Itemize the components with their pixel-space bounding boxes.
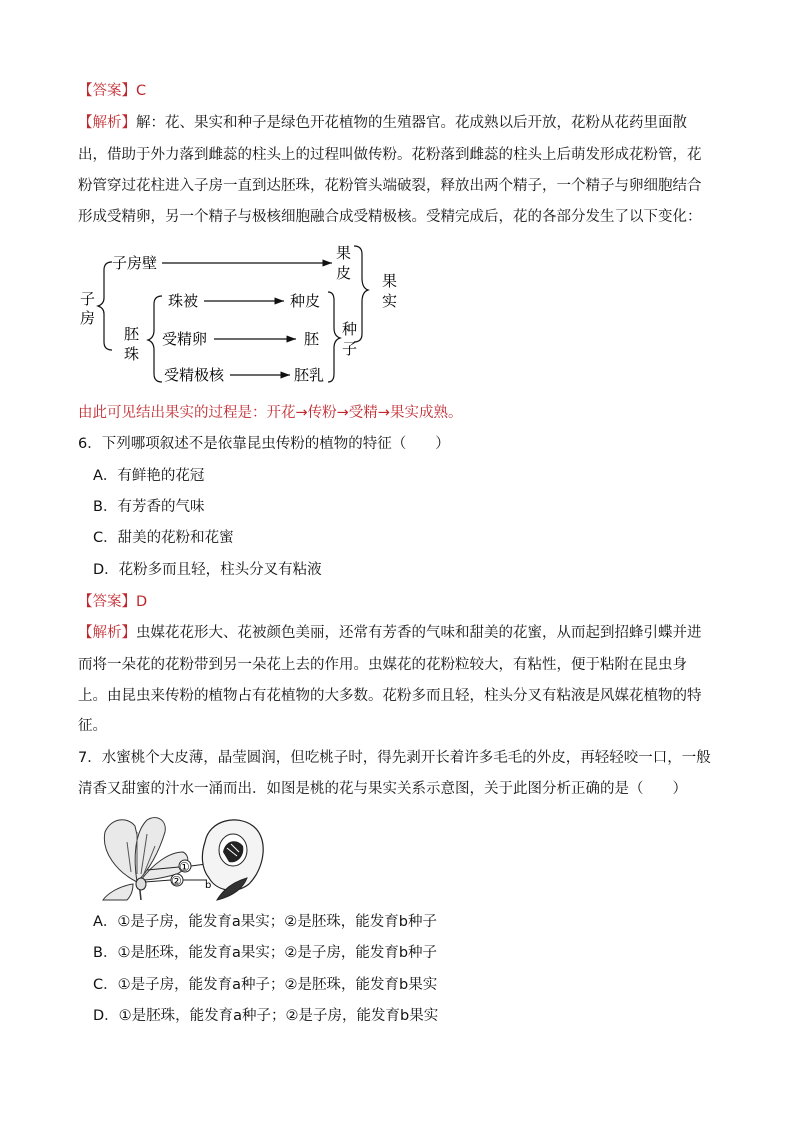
- question-6-option-d: D．花粉多而且轻，柱头分叉有粘液: [93, 562, 322, 578]
- fruit-development-diagram: [70, 238, 430, 390]
- question-7-stem-line-1: 7．水蜜桃个大皮薄，晶莹圆润，但吃桃子时，得先剥开长着许多毛毛的外皮，再轻轻咬一口，一般: [78, 750, 711, 766]
- endosperm-label: 胚乳: [294, 366, 325, 384]
- analysis-line-2: 出，借助于外力落到雌蕊的柱头上的过程叫做传粉。花粉落到雌蕊的柱头上后萌发形成花粉管，花: [78, 147, 702, 163]
- question-7-option-b: B．①是胚珠，能发育a果实；②是子房，能发育b种子: [93, 945, 438, 961]
- ovary-brace: [98, 262, 112, 350]
- analysis-line-4: 形成受精卵，另一个精子与极核细胞融合成受精极核。受精完成后，花的各部分发生了以下变化：: [78, 209, 702, 225]
- answer-label: 【答案】: [78, 594, 136, 610]
- answer-line-6: [78, 592, 147, 612]
- answer-value: C: [136, 83, 147, 99]
- ovary-label-1: 子: [80, 290, 96, 308]
- integument-label: 珠被: [168, 292, 199, 310]
- ovule-label-2: 珠: [124, 345, 140, 363]
- analysis-line-1: [78, 113, 687, 133]
- ovary-label-2: 房: [80, 309, 96, 327]
- analysis-label: 【解析】: [78, 115, 136, 131]
- peach-flower-fruit-figure: [97, 812, 269, 902]
- analysis6-line-1: [78, 623, 702, 643]
- fruit-label-1: 果: [382, 272, 398, 290]
- zygote-label: 受精卵: [162, 330, 208, 348]
- question-6-option-b: B．有芳香的气味: [93, 499, 205, 515]
- question-6-option-c: C．甜美的花粉和花蜜: [93, 530, 234, 546]
- analysis6-line-2: 而将一朵花的花粉带到另一朵花上去的作用。虫媒花的花粉粒较大，有粘性，便于粘附在昆虫身: [78, 657, 687, 673]
- seed-label-1: 种: [342, 320, 358, 338]
- pericarp-label-1: 果: [336, 244, 352, 262]
- seed-brace: [328, 292, 340, 382]
- analysis6-line-3: 上。由昆虫来传粉的植物占有花植物的大多数。花粉多而且轻，柱头分叉有粘液是风媒花植物的特: [78, 688, 702, 704]
- question-7-option-a: A．①是子房，能发育a果实；②是胚珠，能发育b种子: [93, 914, 438, 930]
- conclusion-text: 由此可见结出果实的过程是：开花→传粉→受精→果实成熟。: [78, 405, 463, 421]
- embryo-label: 胚: [304, 330, 320, 348]
- question-7-option-d: D．①是胚珠，能发育a种子；②是子房，能发育b果实: [93, 1008, 439, 1024]
- seed-label-2: 子: [342, 340, 358, 358]
- ovary-wall-label: 子房壁: [112, 254, 158, 272]
- polar-nucleus-label: 受精极核: [164, 366, 225, 384]
- answer-label: 【答案】: [78, 83, 136, 99]
- figure-label-1: ①: [179, 860, 190, 874]
- analysis-line-3: 粉管穿过花柱进入子房一直到达胚珠，花粉管头端破裂，释放出两个精子，一个精子与卵细胞结合: [78, 178, 702, 194]
- figure-label-b: b: [205, 880, 212, 891]
- analysis-label: 【解析】: [78, 625, 136, 641]
- question-6-option-a: A．有鲜艳的花冠: [93, 468, 205, 484]
- fruit-label-2: 实: [382, 292, 398, 310]
- answer-line-5: [78, 81, 146, 101]
- analysis-text: 解：花、果实和种子是绿色开花植物的生殖器官。花成熟以后开放，花粉从花药里面散: [136, 115, 687, 131]
- question-6-stem: 6．下列哪项叙述不是依靠昆虫传粉的植物的特征（ ）: [78, 436, 450, 452]
- answer-value: D: [136, 594, 148, 610]
- pericarp-label-2: 皮: [336, 264, 352, 282]
- peach-fruit-illustration: [202, 820, 263, 900]
- analysis6-line-4: 征。: [78, 718, 107, 734]
- figure-label-2: ②: [171, 874, 182, 888]
- question-7-option-c: C．①是子房，能发育a种子；②是胚珠，能发育b果实: [93, 977, 438, 993]
- ovary-illustration: [136, 878, 146, 890]
- seed-coat-label: 种皮: [290, 292, 321, 310]
- ovule-brace: [148, 296, 162, 382]
- analysis-text: 虫媒花花形大、花被颜色美丽，还常有芳香的气味和甜美的花蜜，从而起到招蜂引蝶并进: [136, 625, 702, 641]
- question-7-stem-line-2: 清香又甜蜜的汁水一涌而出．如图是桃的花与果实关系示意图，关于此图分析正确的是（ ）: [78, 781, 687, 797]
- ovule-label-1: 胚: [124, 325, 140, 343]
